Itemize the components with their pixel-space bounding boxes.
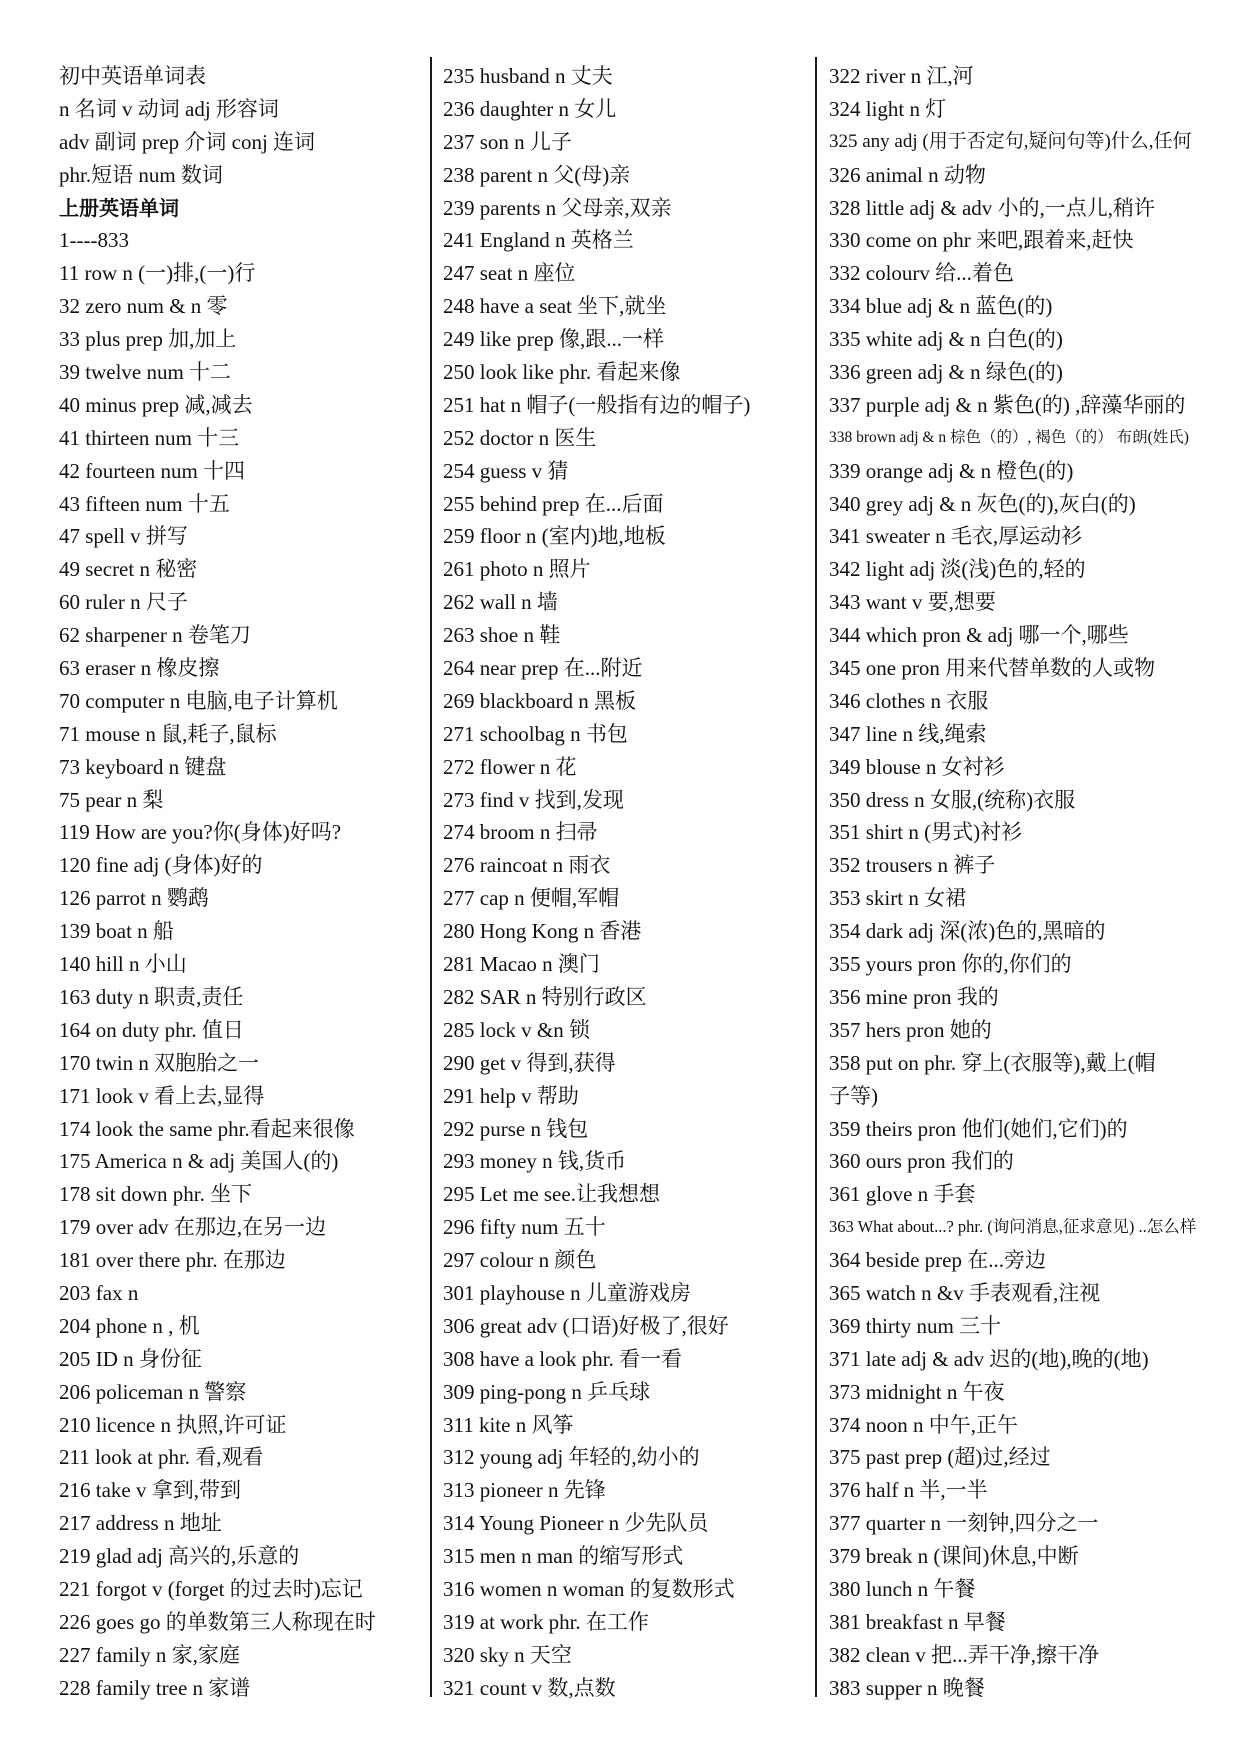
word-entry: 11 row n (一)排,(一)行 (59, 261, 256, 286)
word-entry: 293 money n 钱,货币 (443, 1149, 627, 1174)
word-entry: 326 animal n 动物 (829, 162, 986, 187)
word-entry: 255 behind prep 在...后面 (443, 491, 664, 516)
word-entry: 261 photo n 照片 (443, 557, 591, 582)
word-entry: 381 breakfast n 早餐 (829, 1609, 1006, 1634)
word-entry: 312 young adj 年轻的,幼小的 (443, 1445, 700, 1470)
word-entry: 369 thirty num 三十 (829, 1313, 1002, 1338)
word-entry: 342 light adj 淡(浅)色的,轻的 (829, 557, 1086, 582)
word-entry: 347 line n 线,绳索 (829, 721, 987, 746)
word-entry: 174 look the same phr.看起来很像 (59, 1116, 355, 1141)
word-entry: 276 raincoat n 雨衣 (443, 853, 611, 878)
word-entry: 227 family n 家,家庭 (59, 1642, 240, 1667)
word-entry: 32 zero num & n 零 (59, 294, 228, 319)
word-entry: 314 Young Pioneer n 少先队员 (443, 1511, 709, 1536)
word-entry: 62 sharpener n 卷笔刀 (59, 623, 251, 648)
word-entry: 70 computer n 电脑,电子计算机 (59, 688, 338, 713)
word-column-2 (443, 60, 813, 1705)
word-entry: 354 dark adj 深(浓)色的,黑暗的 (829, 919, 1106, 944)
word-entry: 73 keyboard n 键盘 (59, 754, 227, 779)
word-entry: 181 over there phr. 在那边 (59, 1248, 286, 1273)
word-entry: 75 pear n 梨 (59, 787, 164, 812)
word-entry: 301 playhouse n 儿童游戏房 (443, 1280, 691, 1305)
word-entry: 子等) (829, 1083, 878, 1108)
word-entry: 206 policeman n 警察 (59, 1379, 247, 1404)
word-entry: 119 How are you?你(身体)好吗? (59, 820, 342, 845)
word-entry: 251 hat n 帽子(一般指有边的帽子) (443, 392, 751, 417)
word-entry: 311 kite n 风筝 (443, 1412, 574, 1437)
word-entry: 179 over adv 在那边,在另一边 (59, 1215, 327, 1240)
word-entry: 292 purse n 钱包 (443, 1116, 589, 1141)
word-entry: n 名词 v 动词 adj 形容词 (59, 96, 279, 121)
word-entry: 338 brown adj & n 棕色（的）, 褐色（的） 布朗(姓氏) (829, 428, 1189, 446)
word-entry: 357 hers pron 她的 (829, 1017, 992, 1042)
word-entry: 47 spell v 拼写 (59, 524, 188, 549)
word-entry: 337 purple adj & n 紫色(的) ,辞藻华丽的 (829, 392, 1186, 417)
word-entry: 203 fax n (59, 1280, 139, 1305)
word-entry: 163 duty n 职责,责任 (59, 984, 244, 1009)
word-entry: 351 shirt n (男式)衬衫 (829, 820, 1023, 845)
word-entry: 377 quarter n 一刻钟,四分之一 (829, 1511, 1099, 1536)
word-entry: 359 theirs pron 他们(她们,它们)的 (829, 1116, 1128, 1141)
word-entry: 339 orange adj & n 橙色(的) (829, 458, 1074, 483)
word-entry: 41 thirteen num 十三 (59, 425, 240, 450)
word-entry: 320 sky n 天空 (443, 1642, 572, 1667)
word-entry: 360 ours pron 我们的 (829, 1149, 1014, 1174)
word-entry: 374 noon n 中午,正午 (829, 1412, 1018, 1437)
word-entry: 353 skirt n 女裙 (829, 886, 967, 911)
word-entry: 262 wall n 墙 (443, 590, 558, 615)
word-entry: 272 flower n 花 (443, 754, 577, 779)
word-entry: 356 mine pron 我的 (829, 984, 999, 1009)
word-entry: 332 colourv 给...着色 (829, 261, 1014, 286)
word-entry: 269 blackboard n 黑板 (443, 688, 637, 713)
word-entry: 60 ruler n 尺子 (59, 590, 188, 615)
word-entry: 313 pioneer n 先锋 (443, 1478, 606, 1503)
word-entry: 226 goes go 的单数第三人称现在时 (59, 1609, 376, 1634)
word-entry: 126 parrot n 鹦鹉 (59, 886, 209, 911)
word-entry: 239 parents n 父母亲,双亲 (443, 195, 672, 220)
word-entry: 164 on duty phr. 值日 (59, 1017, 244, 1042)
word-entry: 205 ID n 身份征 (59, 1346, 202, 1371)
word-entry: 264 near prep 在...附近 (443, 656, 643, 681)
word-entry: 335 white adj & n 白色(的) (829, 327, 1063, 352)
word-entry: 336 green adj & n 绿色(的) (829, 360, 1063, 385)
word-entry: adv 副词 prep 介词 conj 连词 (59, 129, 316, 154)
word-entry: 175 America n & adj 美国人(的) (59, 1149, 339, 1174)
word-entry: 252 doctor n 医生 (443, 425, 597, 450)
word-entry: 281 Macao n 澳门 (443, 952, 600, 977)
word-entry: 355 yours pron 你的,你们的 (829, 952, 1072, 977)
word-entry: 171 look v 看上去,显得 (59, 1083, 265, 1108)
word-entry: 49 secret n 秘密 (59, 557, 198, 582)
word-entry: 228 family tree n 家谱 (59, 1675, 251, 1700)
word-entry: 241 England n 英格兰 (443, 228, 634, 253)
word-entry: 237 son n 儿子 (443, 129, 572, 154)
word-entry: 345 one pron 用来代替单数的人或物 (829, 656, 1156, 681)
word-entry: 63 eraser n 橡皮擦 (59, 656, 220, 681)
word-entry: 330 come on phr 来吧,跟着来,赶快 (829, 228, 1134, 253)
word-entry: 219 glad adj 高兴的,乐意的 (59, 1544, 300, 1569)
word-entry: 40 minus prep 减,减去 (59, 392, 253, 417)
word-entry: 380 lunch n 午餐 (829, 1576, 976, 1601)
word-entry: 273 find v 找到,发现 (443, 787, 624, 812)
word-entry: 71 mouse n 鼠,耗子,鼠标 (59, 721, 277, 746)
word-entry: 259 floor n (室内)地,地板 (443, 524, 666, 549)
word-entry: 383 supper n 晚餐 (829, 1675, 985, 1700)
word-entry: 285 lock v &n 锁 (443, 1017, 590, 1042)
word-entry: 321 count v 数,点数 (443, 1675, 616, 1700)
column-divider-2 (815, 57, 817, 1697)
word-entry: 350 dress n 女服,(统称)衣服 (829, 787, 1076, 812)
word-entry: 247 seat n 座位 (443, 261, 576, 286)
word-entry: 315 men n man 的缩写形式 (443, 1544, 684, 1569)
word-entry: 382 clean v 把...弄干净,擦干净 (829, 1642, 1100, 1667)
word-entry: phr.短语 num 数词 (59, 162, 223, 187)
word-entry: 211 look at phr. 看,观看 (59, 1445, 264, 1470)
word-entry: 271 schoolbag n 书包 (443, 721, 628, 746)
word-column-3 (829, 60, 1199, 1705)
word-entry: 216 take v 拿到,带到 (59, 1478, 241, 1503)
word-entry: 379 break n (课间)休息,中断 (829, 1544, 1079, 1569)
word-entry: 328 little adj & adv 小的,一点儿,稍许 (829, 195, 1156, 220)
word-entry: 204 phone n , 机 (59, 1313, 200, 1338)
word-entry: 254 guess v 猜 (443, 458, 569, 483)
word-entry: 263 shoe n 鞋 (443, 623, 561, 648)
column-divider-1 (430, 57, 432, 1697)
word-entry: 344 which pron & adj 哪一个,哪些 (829, 623, 1129, 648)
word-entry: 221 forgot v (forget 的过去时)忘记 (59, 1576, 363, 1601)
word-entry: 248 have a seat 坐下,就坐 (443, 294, 667, 319)
word-entry: 361 glove n 手套 (829, 1182, 976, 1207)
word-entry: 334 blue adj & n 蓝色(的) (829, 294, 1053, 319)
word-entry: 235 husband n 丈夫 (443, 64, 613, 88)
word-entry: 43 fifteen num 十五 (59, 491, 230, 516)
word-entry: 349 blouse n 女衬衫 (829, 754, 1005, 779)
word-entry: 210 licence n 执照,许可证 (59, 1412, 287, 1437)
word-entry: 376 half n 半,一半 (829, 1478, 988, 1503)
word-entry: 120 fine adj (身体)好的 (59, 853, 263, 878)
document-title: 初中英语单词表 (59, 64, 206, 88)
word-entry: 346 clothes n 衣服 (829, 688, 989, 713)
word-entry: 358 put on phr. 穿上(衣服等),戴上(帽 (829, 1050, 1156, 1075)
word-entry: 371 late adj & adv 迟的(地),晚的(地) (829, 1346, 1149, 1371)
word-entry: 308 have a look phr. 看一看 (443, 1346, 683, 1371)
word-entry: 325 any adj (用于否定句,疑问句等)什么,任何 (829, 130, 1192, 152)
word-entry: 250 look like phr. 看起来像 (443, 360, 681, 385)
word-entry: 178 sit down phr. 坐下 (59, 1182, 253, 1207)
word-entry: 309 ping-pong n 乒乓球 (443, 1379, 651, 1404)
word-entry: 343 want v 要,想要 (829, 590, 996, 615)
word-entry: 352 trousers n 裤子 (829, 853, 996, 878)
word-entry: 33 plus prep 加,加上 (59, 327, 237, 352)
word-entry: 363 What about...? phr. (询问消息,征求意见) ..怎么样 (829, 1217, 1197, 1237)
word-entry: 296 fifty num 五十 (443, 1215, 606, 1240)
word-entry: 364 beside prep 在...旁边 (829, 1248, 1046, 1273)
word-entry: 375 past prep (超)过,经过 (829, 1445, 1051, 1470)
word-entry: 217 address n 地址 (59, 1511, 222, 1536)
word-entry: 140 hill n 小山 (59, 952, 187, 977)
word-entry: 274 broom n 扫帚 (443, 820, 598, 845)
word-entry: 373 midnight n 午夜 (829, 1379, 1005, 1404)
word-entry: 170 twin n 双胞胎之一 (59, 1050, 260, 1075)
word-entry: 291 help v 帮助 (443, 1083, 579, 1108)
word-column-1 (59, 60, 419, 1705)
word-entry: 139 boat n 船 (59, 919, 174, 944)
word-entry: 297 colour n 颜色 (443, 1248, 597, 1273)
word-entry: 340 grey adj & n 灰色(的),灰白(的) (829, 491, 1136, 516)
word-entry: 365 watch n &v 手表观看,注视 (829, 1280, 1101, 1305)
word-entry: 324 light n 灯 (829, 96, 947, 121)
word-entry: 42 fourteen num 十四 (59, 458, 246, 483)
word-entry: 249 like prep 像,跟...一样 (443, 327, 665, 352)
word-entry: 319 at work phr. 在工作 (443, 1609, 649, 1634)
word-entry: 341 sweater n 毛衣,厚运动衫 (829, 524, 1083, 549)
word-entry: 322 river n 江,河 (829, 64, 974, 88)
word-entry: 280 Hong Kong n 香港 (443, 919, 642, 944)
word-entry: 277 cap n 便帽,军帽 (443, 886, 620, 911)
word-entry: 295 Let me see.让我想想 (443, 1182, 660, 1207)
word-entry: 316 women n woman 的复数形式 (443, 1576, 735, 1601)
word-entry: 306 great adv (口语)好极了,很好 (443, 1313, 729, 1338)
section-heading: 上册英语单词 (59, 195, 179, 220)
word-entry: 236 daughter n 女儿 (443, 96, 617, 121)
word-entry: 238 parent n 父(母)亲 (443, 162, 631, 187)
word-entry: 290 get v 得到,获得 (443, 1050, 616, 1075)
word-entry: 1----833 (59, 228, 129, 253)
word-entry: 39 twelve num 十二 (59, 360, 232, 385)
word-entry: 282 SAR n 特别行政区 (443, 984, 647, 1009)
